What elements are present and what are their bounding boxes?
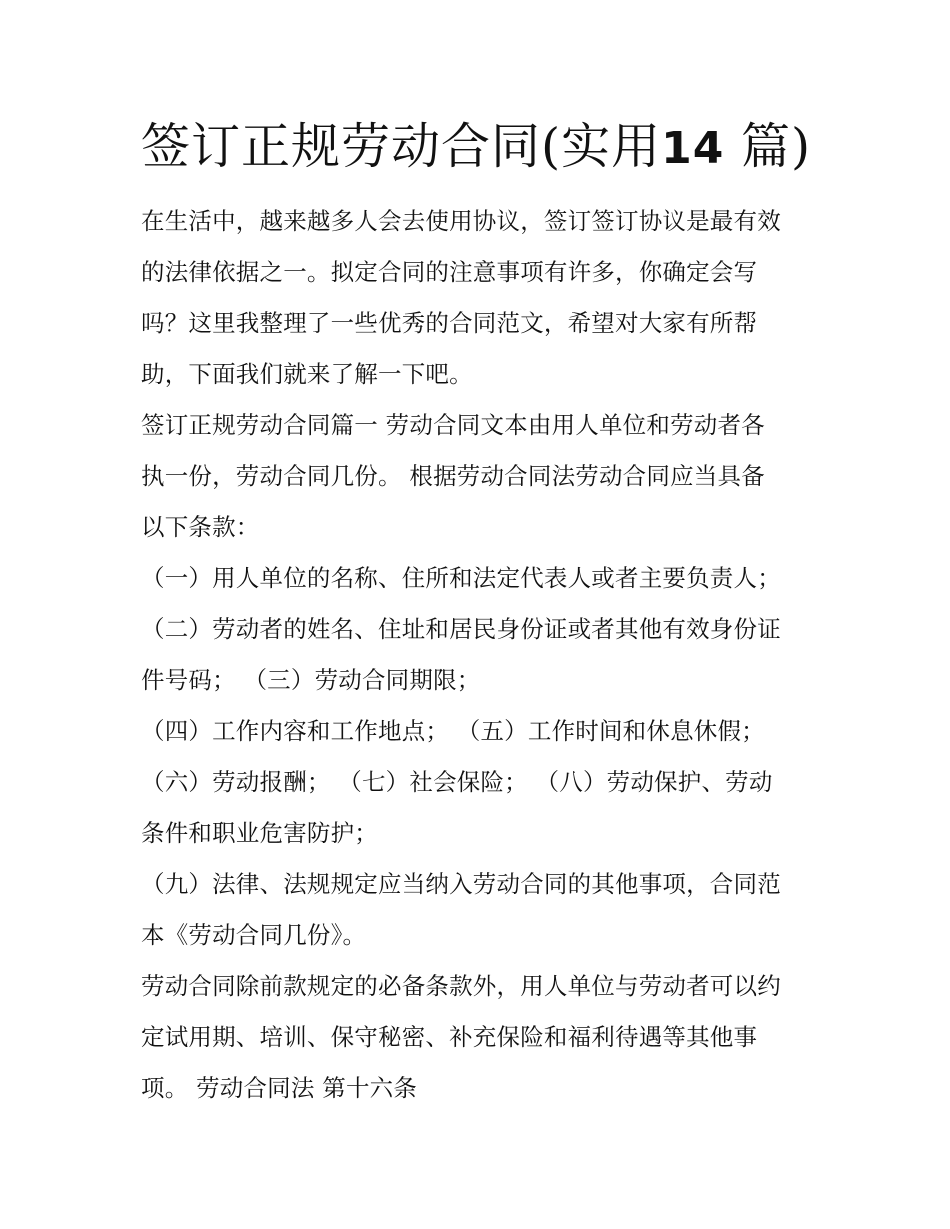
document-title (141, 112, 841, 184)
title-suffix: 篇) (740, 118, 812, 175)
body-line: 条件和职业危害防护； (141, 819, 378, 847)
body-line: 以下条款： (141, 513, 260, 541)
body-line: 定试用期、培训、保守秘密、补充保险和福利待遇等其他事 (141, 1023, 758, 1051)
title-prefix: 签订正规劳动合同(实用 (141, 118, 662, 175)
body-line: （二）劳动者的姓名、住址和居民身份证或者其他有效身份证 (141, 615, 781, 643)
body-line: 劳动合同除前款规定的必备条款外，用人单位与劳动者可以约 (141, 972, 781, 1000)
body-line: 吗？这里我整理了一些优秀的合同范文，希望对大家有所帮 (141, 309, 758, 337)
body-line: 签订正规劳动合同篇一 劳动合同文本由用人单位和劳动者各 (141, 411, 765, 439)
body-line: （一）用人单位的名称、住所和法定代表人或者主要负责人； (141, 564, 781, 592)
body-line: 项。 劳动合同法 第十六条 (141, 1074, 418, 1102)
body-line: （四）工作内容和工作地点； （五）工作时间和休息休假； (141, 717, 765, 745)
body-line: （六）劳动报酬； （七）社会保险； （八）劳动保护、劳动 (141, 768, 773, 796)
body-line: 的法律依据之一。拟定合同的注意事项有许多，你确定会写 (141, 258, 758, 286)
body-line: 本《劳动合同几份》。 (141, 921, 367, 949)
body-line: 执一份，劳动合同几份。 根据劳动合同法劳动合同应当具备 (141, 462, 765, 490)
body-line: （九）法律、法规规定应当纳入劳动合同的其他事项，合同范 (141, 870, 781, 898)
body-line: 助，下面我们就来了解一下吧。 (141, 360, 473, 388)
body-line: 件号码； （三）劳动合同期限； (141, 666, 481, 694)
title-number: 14 (661, 123, 725, 174)
body-line: 在生活中，越来越多人会去使用协议，签订签订协议是最有效 (141, 207, 781, 235)
